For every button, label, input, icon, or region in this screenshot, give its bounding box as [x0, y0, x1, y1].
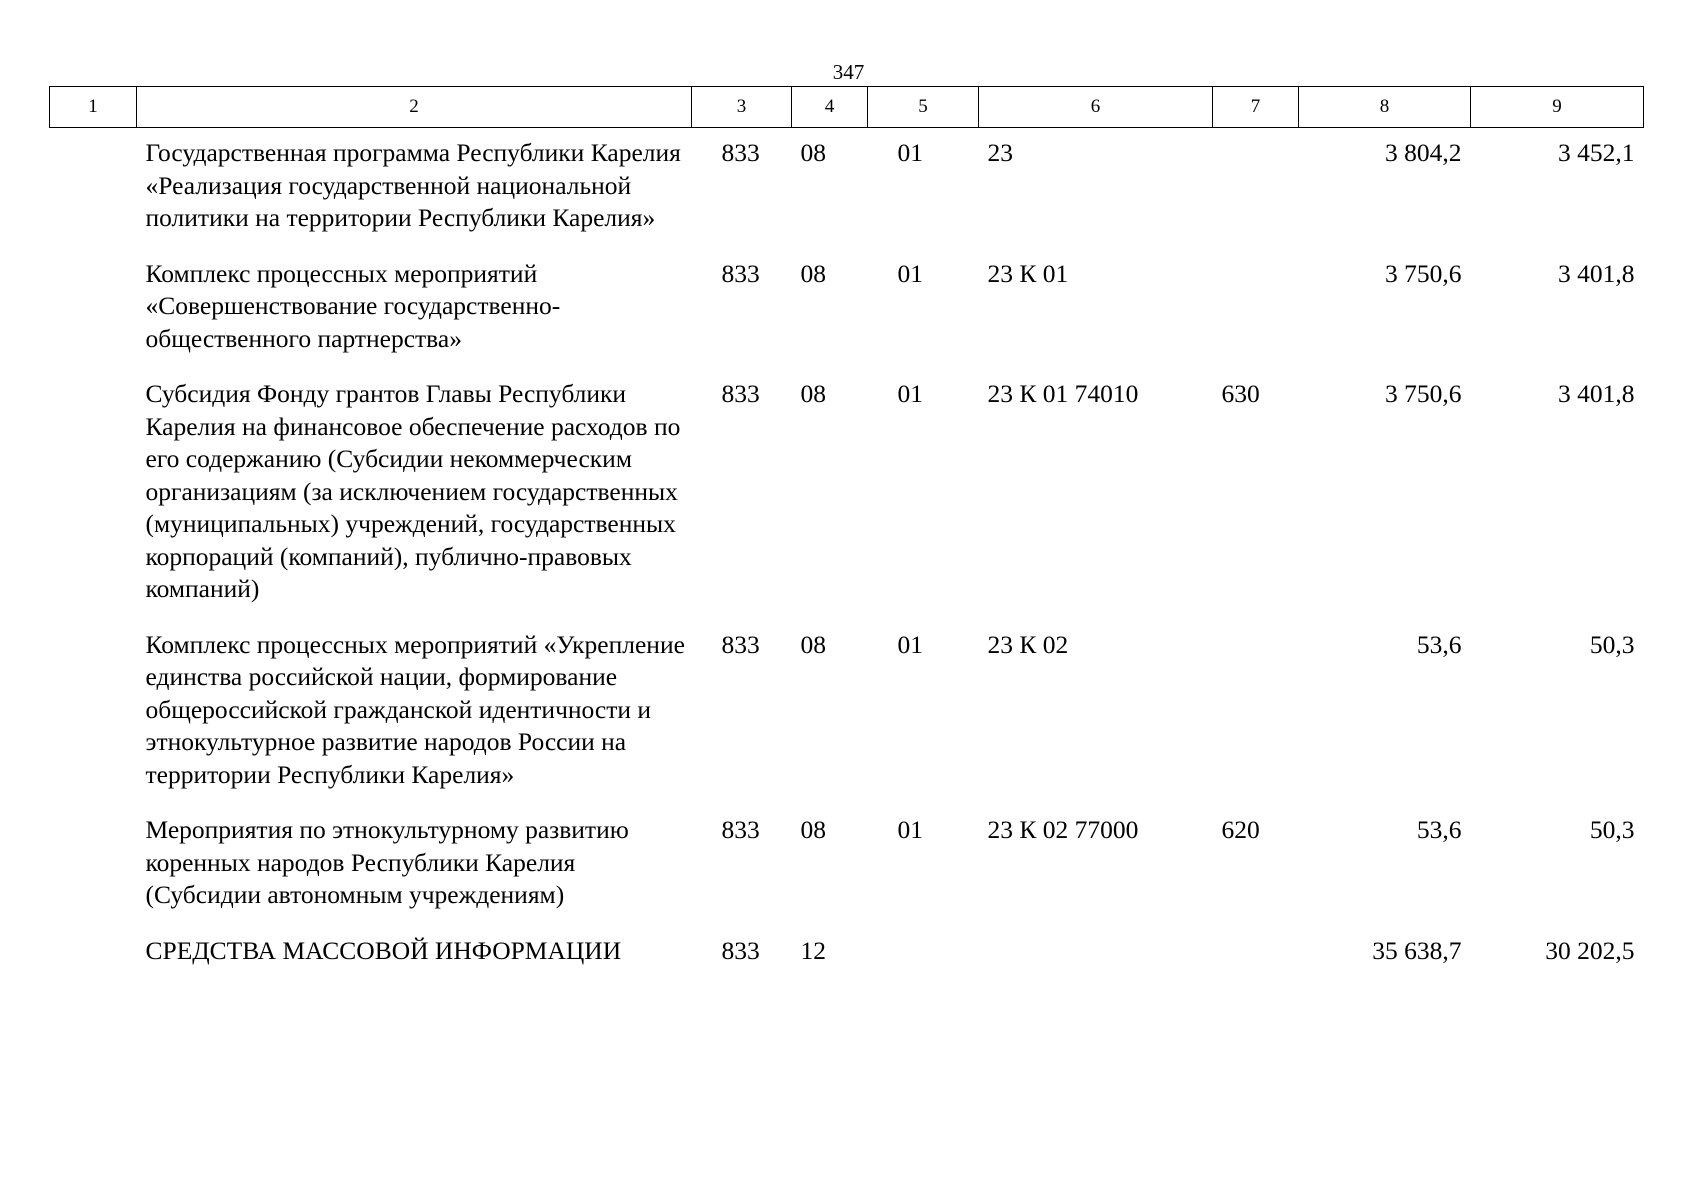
- row-expense-type: [1213, 935, 1299, 991]
- row-subsection: 01: [897, 258, 923, 288]
- row-number-cell: [50, 629, 137, 815]
- row-amount-col8: 53,6: [1416, 629, 1462, 659]
- header-row: [50, 87, 1644, 128]
- row-name: Мероприятия по этнокультурному развитию коренных народов Республики Карелия (Субсидии автономным учреждениям): [145, 815, 629, 909]
- header-col-6: 6: [979, 87, 1213, 128]
- table-body: [50, 128, 1644, 991]
- row-amount-col9: 50,3: [1589, 629, 1635, 659]
- row-name: Комплекс процессных мероприятий «Совершенствование государственно-общественного партнерства»: [145, 258, 561, 353]
- table-row: [50, 128, 1644, 258]
- row-name: Государственная программа Республики Карелия «Реализация государственной национальной политики на территории Республики Карелия»: [145, 138, 681, 232]
- row-expense-type: 620: [1221, 815, 1260, 844]
- row-name: СРЕДСТВА МАССОВОЙ ИНФОРМАЦИИ: [145, 935, 622, 965]
- row-amount-col9: 3 401,8: [1558, 258, 1635, 288]
- row-amount-col8: 3 750,6: [1385, 379, 1462, 408]
- row-number-cell: [50, 258, 137, 379]
- row-name: Комплекс процессных мероприятий «Укрепление единства российской нации, формирование общероссийской гражданской идентичности и этнокультурное развитие народов России на территории Республики Карелия»: [145, 629, 685, 789]
- row-amount-col9: 50,3: [1589, 815, 1635, 844]
- row-target-article: 23 К 01: [987, 258, 1069, 288]
- row-section: 08: [800, 138, 826, 167]
- row-admin-code: 833: [721, 379, 760, 408]
- row-admin-code: 833: [721, 258, 760, 288]
- row-admin-code: 833: [721, 138, 760, 167]
- header-col-1: 1: [50, 87, 137, 128]
- header-col-5: 5: [868, 87, 979, 128]
- row-subsection: 01: [897, 379, 923, 408]
- row-amount-col9: 30 202,5: [1545, 935, 1635, 965]
- row-admin-code: 833: [721, 935, 760, 965]
- row-expense-type: [1213, 128, 1299, 258]
- row-admin-code: 833: [721, 815, 760, 844]
- row-subsection: [868, 935, 979, 991]
- row-number-cell: [50, 814, 137, 935]
- row-amount-col9: 3 401,8: [1558, 379, 1635, 408]
- row-expense-type: [1213, 629, 1299, 815]
- row-section: 08: [800, 379, 826, 408]
- row-target-article: 23 К 02 77000: [987, 815, 1139, 844]
- row-admin-code: 833: [721, 629, 760, 659]
- row-amount-col8: 53,6: [1416, 815, 1462, 844]
- row-subsection: 01: [897, 138, 923, 167]
- row-amount-col8: 3 750,6: [1385, 258, 1462, 288]
- table-row: [50, 378, 1644, 629]
- header-col-3: 3: [692, 87, 792, 128]
- header-col-2: 2: [137, 87, 692, 128]
- page-number: 347: [832, 60, 865, 84]
- row-section: 08: [800, 629, 826, 659]
- row-amount-col9: 3 452,1: [1558, 138, 1635, 167]
- table-row: [50, 258, 1644, 379]
- row-expense-type: 630: [1221, 379, 1260, 408]
- row-number-cell: [50, 128, 137, 258]
- row-subsection: 01: [897, 629, 923, 659]
- header-col-7: 7: [1213, 87, 1299, 128]
- row-expense-type: [1213, 258, 1299, 379]
- row-amount-col8: 35 638,7: [1372, 935, 1462, 965]
- row-number-cell: [50, 935, 137, 991]
- header-col-8: 8: [1299, 87, 1471, 128]
- row-section: 12: [800, 935, 826, 965]
- row-target-article: [979, 935, 1213, 991]
- row-number-cell: [50, 378, 137, 629]
- row-subsection: 01: [897, 815, 923, 844]
- header-col-9: 9: [1471, 87, 1644, 128]
- row-target-article: 23: [987, 138, 1013, 167]
- table-row: [50, 814, 1644, 935]
- row-amount-col8: 3 804,2: [1385, 138, 1462, 167]
- row-section: 08: [800, 258, 826, 288]
- row-section: 08: [800, 815, 826, 844]
- header-col-4: 4: [792, 87, 868, 128]
- row-target-article: 23 К 02: [987, 629, 1069, 659]
- table-row: [50, 629, 1644, 815]
- row-target-article: 23 К 01 74010: [987, 379, 1139, 408]
- budget-table: [49, 86, 1644, 990]
- table-header: [50, 87, 1644, 128]
- table-row: [50, 935, 1644, 991]
- row-name: Субсидия Фонду грантов Главы Республики Карелия на финансовое обеспечение расходов по его содержанию (Субсидии некоммерческим организациям (за исключением государственных (муниципальных) учреждений, государственных корпораций (компаний), публично-правовых компаний): [145, 379, 681, 603]
